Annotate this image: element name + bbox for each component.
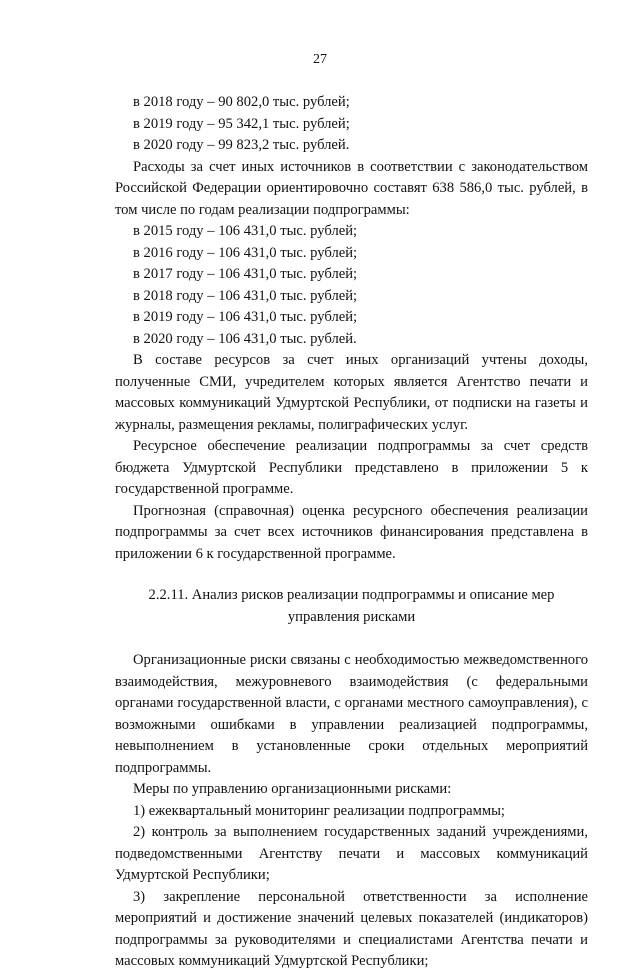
other-sources-intro: Расходы за счет иных источников в соответствии с законодательством Российской Федерации ориентировочно составят 638 586,0 тыс. рублей, в том числе по годам реализации подпрограммы: bbox=[115, 158, 588, 218]
forecast-paragraph: Прогнозная (справочная) оценка ресурсного обеспечения реализации подпрограммы за счет всех источников финансирования представлена в приложении 6 к государственной программе. bbox=[115, 502, 588, 562]
measure-item: 2) контроль за выполнением государственных заданий учреждениями, подведомственными Агентству печати и массовых коммуникаций Удмуртской Республики; bbox=[115, 824, 588, 883]
page-number: 27 bbox=[313, 52, 327, 67]
composition-paragraph: В составе ресурсов за счет иных организаций учтены доходы, полученные СМИ, учредителем которых является Агентство печати и массовых коммуникаций Удмуртской Республики, от подписки на газеты и журналы, размещения рекламы, полиграфических услуг. bbox=[115, 352, 588, 433]
risks-paragraph: Организационные риски связаны с необходимостью межведомственного взаимодействия, межуровневого взаимодействия (с федеральными органами государственной власти, с органами местного самоуправления), с возможными ошибками в управлении реализацией подпрограммы, невыполнением в установленные сроки отдельных мероприятий подпрограммы. bbox=[115, 652, 588, 776]
year-line: в 2020 году – 99 823,2 тыс. рублей. bbox=[133, 137, 350, 153]
measure-item: 1) ежеквартальный мониторинг реализации подпрограммы; bbox=[133, 802, 505, 819]
year-line: в 2018 году – 90 802,0 тыс. рублей; bbox=[133, 94, 350, 110]
year-line: в 2016 году – 106 431,0 тыс. рублей; bbox=[133, 244, 358, 261]
measure-item: 3) закрепление персональной ответственности за исполнение мероприятий и достижение значений целевых показателей (индикаторов) подпрограммы за руководителями и специалистами Агентства печати и массовых коммуникаций Удмуртской Республики; bbox=[115, 888, 588, 969]
measures-intro: Меры по управлению организационными рисками: bbox=[133, 781, 452, 797]
document-body bbox=[115, 92, 588, 973]
section-heading bbox=[115, 585, 588, 628]
section-title-line: управления рисками bbox=[287, 608, 416, 625]
year-line: в 2019 году – 106 431,0 тыс. рублей; bbox=[133, 309, 358, 325]
budget-paragraph: Ресурсное обеспечение реализации подпрограммы за счет средств бюджета Удмуртской Республики представлено в приложении 5 к государственной программе. bbox=[115, 438, 588, 497]
year-line: в 2020 году – 106 431,0 тыс. рублей. bbox=[133, 330, 357, 347]
section-title-line: 2.2.11. Анализ рисков реализации подпрограммы и описание мер bbox=[148, 587, 555, 603]
year-line: в 2015 году – 106 431,0 тыс. рублей; bbox=[133, 223, 358, 239]
year-line: в 2018 году – 106 431,0 тыс. рублей; bbox=[133, 287, 358, 304]
year-line: в 2019 году – 95 342,1 тыс. рублей; bbox=[133, 115, 350, 132]
year-line: в 2017 году – 106 431,0 тыс. рублей; bbox=[133, 266, 358, 282]
